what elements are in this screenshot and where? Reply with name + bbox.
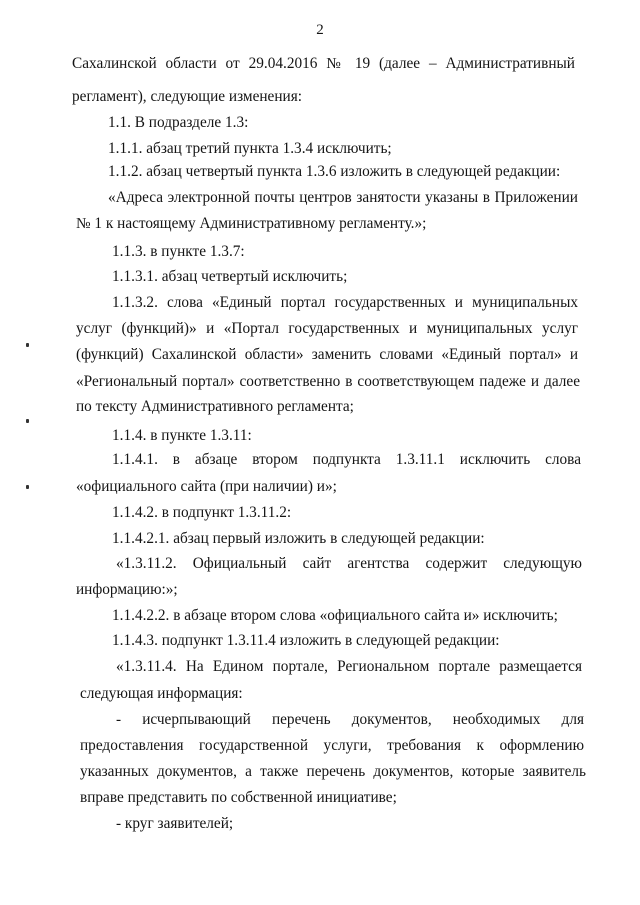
text-line: следующая информация: [80,685,243,702]
scan-speck [26,419,29,423]
text-line: 1.1.3.1. абзац четвертый исключить; [112,268,348,285]
text-line: по тексту Административного регламента; [76,398,354,415]
scan-speck [26,343,29,347]
text-line: услуг (функций)» и «Портал государственных и муниципальных услуг [76,320,578,337]
text-line: 1.1. В подразделе 1.3: [108,114,249,131]
scan-speck [26,485,29,489]
text-line: «официального сайта (при наличии) и»; [76,478,337,495]
text-line: «Региональный портал» соответственно в соответствующем падеже и далее [76,373,580,390]
text-line: 1.1.4.1. в абзаце втором подпункта 1.3.11.1 исключить слова [112,451,581,468]
text-line: - круг заявителей; [116,815,234,832]
text-line: - исчерпывающий перечень документов, необходимых для [116,711,584,728]
text-line: 1.1.4.2. в подпункт 1.3.11.2: [112,504,292,521]
text-line: 1.1.4.2.2. в абзаце втором слова «официального сайта и» исключить; [112,607,558,624]
page-number: 2 [316,22,324,38]
text-line: 1.1.1. абзац третий пункта 1.3.4 исключить; [108,140,392,157]
text-line: 1.1.4. в пункте 1.3.11: [112,427,252,444]
text-line: регламент), следующие изменения: [72,88,303,105]
text-line: вправе представить по собственной инициативе; [80,789,397,806]
text-line: 1.1.3.2. слова «Единый портал государственных и муниципальных [112,294,578,311]
text-line: «1.3.11.2. Официальный сайт агентства содержит следующую [116,555,582,572]
text-line: (функций) Сахалинской области» заменить словами «Единый портал» и [76,346,578,363]
text-line: 1.1.3. в пункте 1.3.7: [112,243,245,260]
text-line: 1.1.2. абзац четвертый пункта 1.3.6 изложить в следующей редакции: [108,163,561,180]
text-line: № 1 к настоящему Административному регламенту.»; [76,215,427,232]
text-line: 1.1.4.2.1. абзац первый изложить в следующей редакции: [112,530,485,547]
text-line: информацию:»; [76,581,178,598]
text-line: предоставления государственной услуги, требования к оформлению [80,737,584,754]
text-line: «Адреса электронной почты центров занятости указаны в Приложении [108,189,578,206]
text-line: указанных документов, а также перечень документов, которые заявитель [80,763,586,780]
text-line: Сахалинской области от 29.04.2016 № 19 (далее – Административный [72,55,575,72]
text-line: «1.3.11.4. На Едином портале, Региональном портале размещается [116,658,582,675]
text-line: 1.1.4.3. подпункт 1.3.11.4 изложить в следующей редакции: [112,632,500,649]
